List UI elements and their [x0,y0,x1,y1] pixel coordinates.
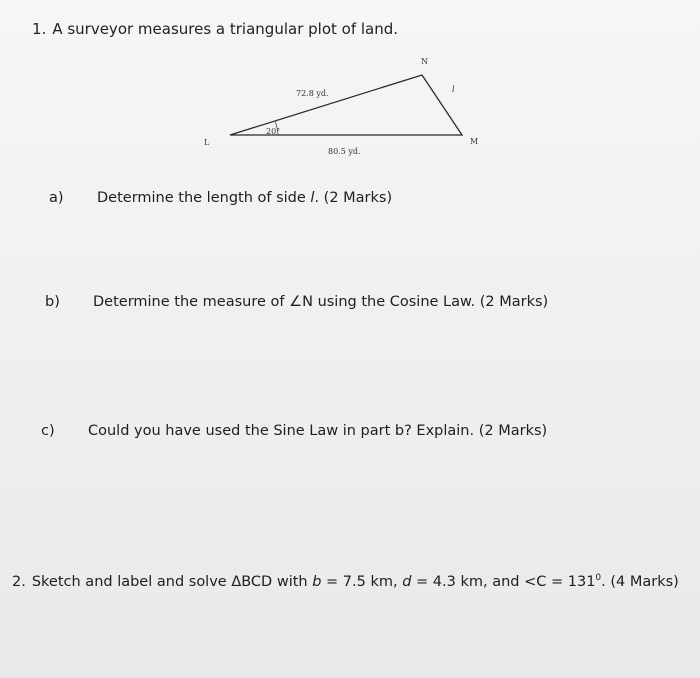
part-b-label: b) [45,294,60,310]
question-2-var-b: b [312,573,322,590]
part-a-variable: l [310,190,315,206]
angle-l-label: 20° [266,127,281,136]
question-2-number: 2. [12,573,26,590]
question-2-text-start: Sketch and label and solve ΔBCD with [31,573,313,590]
part-a-label: a) [49,190,64,206]
question-1-prompt [32,20,398,38]
part-a-text-start: Determine the length of side [97,190,311,206]
part-c-text: Could you have used the Sine Law in part b? Explain. (2 Marks) [88,423,548,439]
triangle-figure [200,50,500,160]
question-1-number: 1. [32,20,47,38]
triangle-diagram [200,50,500,160]
question-2-degree-symbol: 0 [595,573,602,583]
triangle-lmn [230,75,462,135]
question-2-var-d: d [402,573,412,590]
vertex-l-label: L [204,138,210,147]
question-2-text-end: . (4 Marks) [601,573,679,590]
side-ln-label: 72.8 yd. [296,89,329,98]
part-c-label: c) [41,423,55,439]
part-a-text-end: . (2 Marks) [314,190,393,206]
question-1-text: A surveyor measures a triangular plot of land. [52,20,399,38]
question-2-text-d-value: = 4.3 km, and <C = 131 [411,573,596,590]
question-2-text-b-value: = 7.5 km, [321,573,403,590]
part-b-text: Determine the measure of ∠N using the Cosine Law. (2 Marks) [93,294,549,310]
question-2 [12,573,679,590]
part-a-text [97,190,392,206]
vertex-n-label: N [421,57,428,66]
side-nm-label: l [452,85,455,94]
vertex-m-label: M [470,137,479,146]
side-lm-label: 80.5 yd. [328,147,361,156]
